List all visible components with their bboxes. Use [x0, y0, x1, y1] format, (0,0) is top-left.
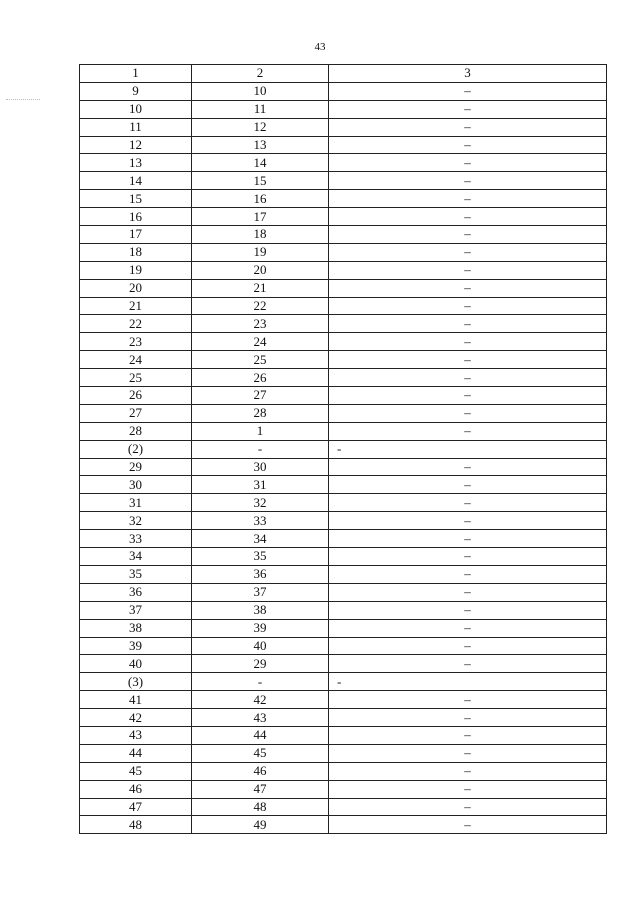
- table-cell-col2: 47: [192, 780, 329, 798]
- table-cell-col3: –: [329, 333, 607, 351]
- table-cell-col3: -: [329, 673, 607, 691]
- table-cell-col1: 22: [80, 315, 192, 333]
- table-cell-col1: 29: [80, 458, 192, 476]
- table-cell-col1: 18: [80, 243, 192, 261]
- table-cell-col1: 20: [80, 279, 192, 297]
- table-cell-col2: 35: [192, 548, 329, 566]
- table-cell-col1: 42: [80, 709, 192, 727]
- table-cell-col3: –: [329, 190, 607, 208]
- margin-mark: [6, 99, 40, 100]
- table-row: [80, 208, 607, 226]
- table-cell-col3: –: [329, 565, 607, 583]
- table-cell-col2: 12: [192, 118, 329, 136]
- table-cell-col3: –: [329, 154, 607, 172]
- table-row: [80, 279, 607, 297]
- table-cell-col1: 26: [80, 387, 192, 405]
- table-cell-col3: –: [329, 619, 607, 637]
- table-cell-col2: 24: [192, 333, 329, 351]
- table-cell-col2: 23: [192, 315, 329, 333]
- table-cell-col1: 28: [80, 422, 192, 440]
- table-cell-col1: 13: [80, 154, 192, 172]
- table-header-row: [80, 65, 607, 83]
- table-cell-col1: 9: [80, 82, 192, 100]
- table-cell-col1: 11: [80, 118, 192, 136]
- table-row: [80, 673, 607, 691]
- table-cell-col3: –: [329, 297, 607, 315]
- table-cell-col3: -: [329, 440, 607, 458]
- table-row: [80, 154, 607, 172]
- table-cell-col1: 39: [80, 637, 192, 655]
- table-cell-col1: 47: [80, 798, 192, 816]
- table-cell-col3: –: [329, 100, 607, 118]
- table-cell-col1: 16: [80, 208, 192, 226]
- table-cell-col3: –: [329, 726, 607, 744]
- table-row: [80, 780, 607, 798]
- table-cell-col3: –: [329, 279, 607, 297]
- table-row: [80, 226, 607, 244]
- table-cell-col1: 44: [80, 744, 192, 762]
- table-cell-col1: 27: [80, 404, 192, 422]
- table-cell-col3: –: [329, 387, 607, 405]
- table-cell-col2: 18: [192, 226, 329, 244]
- table-cell-col3: –: [329, 261, 607, 279]
- table-cell-col2: 44: [192, 726, 329, 744]
- table-row: [80, 709, 607, 727]
- table-row: [80, 422, 607, 440]
- table-cell-col2: 21: [192, 279, 329, 297]
- table-row: [80, 655, 607, 673]
- table-cell-col2: -: [192, 440, 329, 458]
- table-cell-col2: 29: [192, 655, 329, 673]
- table-row: [80, 369, 607, 387]
- table-cell-col1: (2): [80, 440, 192, 458]
- table-cell-col1: 48: [80, 816, 192, 834]
- table-row: [80, 100, 607, 118]
- table-cell-col1: 46: [80, 780, 192, 798]
- table-row: [80, 583, 607, 601]
- table-cell-col2: 42: [192, 691, 329, 709]
- table-cell-col3: –: [329, 369, 607, 387]
- table-row: [80, 172, 607, 190]
- table-row: [80, 601, 607, 619]
- table-cell-col3: –: [329, 530, 607, 548]
- table-cell-col2: 43: [192, 709, 329, 727]
- table-cell-col2: 49: [192, 816, 329, 834]
- table-cell-col2: 19: [192, 243, 329, 261]
- table-row: [80, 494, 607, 512]
- table-cell-col2: 45: [192, 744, 329, 762]
- table-cell-col2: 14: [192, 154, 329, 172]
- table-cell-col3: –: [329, 583, 607, 601]
- table-cell-col1: 12: [80, 136, 192, 154]
- table-cell-col2: 34: [192, 530, 329, 548]
- table-cell-col2: 11: [192, 100, 329, 118]
- table-cell-col1: 19: [80, 261, 192, 279]
- table-cell-col1: 10: [80, 100, 192, 118]
- table-row: [80, 404, 607, 422]
- table-cell-col1: 21: [80, 297, 192, 315]
- table-cell-col1: 24: [80, 351, 192, 369]
- table-cell-col3: –: [329, 655, 607, 673]
- table-cell-col2: 46: [192, 762, 329, 780]
- table-cell-col2: 37: [192, 583, 329, 601]
- table-cell-col1: 15: [80, 190, 192, 208]
- table-cell-col2: 13: [192, 136, 329, 154]
- table-row: [80, 762, 607, 780]
- table-cell-col3: –: [329, 637, 607, 655]
- table-cell-col1: 36: [80, 583, 192, 601]
- table-cell-col2: 48: [192, 798, 329, 816]
- table-cell-col3: –: [329, 709, 607, 727]
- table-cell-col2: 10: [192, 82, 329, 100]
- table-row: [80, 190, 607, 208]
- table-cell-col3: –: [329, 226, 607, 244]
- table-row: [80, 565, 607, 583]
- table-row: [80, 261, 607, 279]
- header-cell-col2: 2: [192, 65, 329, 83]
- page-number: 43: [314, 41, 326, 53]
- table-cell-col2: 33: [192, 512, 329, 530]
- table-cell-col1: 30: [80, 476, 192, 494]
- header-cell-col3: 3: [329, 65, 607, 83]
- table-cell-col2: 40: [192, 637, 329, 655]
- table-cell-col1: 41: [80, 691, 192, 709]
- table-cell-col1: 35: [80, 565, 192, 583]
- table-cell-col2: 15: [192, 172, 329, 190]
- table-cell-col2: 26: [192, 369, 329, 387]
- table-row: [80, 118, 607, 136]
- table-cell-col2: 22: [192, 297, 329, 315]
- table-cell-col1: 37: [80, 601, 192, 619]
- table-cell-col2: -: [192, 673, 329, 691]
- table-cell-col1: 17: [80, 226, 192, 244]
- table-row: [80, 243, 607, 261]
- table-cell-col3: –: [329, 512, 607, 530]
- table-cell-col1: 40: [80, 655, 192, 673]
- table-cell-col1: 14: [80, 172, 192, 190]
- table-row: [80, 691, 607, 709]
- table-cell-col3: –: [329, 315, 607, 333]
- table-row: [80, 136, 607, 154]
- table-cell-col2: 32: [192, 494, 329, 512]
- table-row: [80, 387, 607, 405]
- table-cell-col3: –: [329, 494, 607, 512]
- table-cell-col3: –: [329, 816, 607, 834]
- table-cell-col3: –: [329, 476, 607, 494]
- table-cell-col1: 31: [80, 494, 192, 512]
- table-cell-col1: 33: [80, 530, 192, 548]
- table-cell-col2: 31: [192, 476, 329, 494]
- table-row: [80, 548, 607, 566]
- table-row: [80, 297, 607, 315]
- table-cell-col1: (3): [80, 673, 192, 691]
- table-row: [80, 619, 607, 637]
- table-row: [80, 476, 607, 494]
- table-cell-col3: –: [329, 601, 607, 619]
- table-cell-col3: –: [329, 208, 607, 226]
- table-cell-col3: –: [329, 744, 607, 762]
- table-row: [80, 82, 607, 100]
- table-cell-col2: 38: [192, 601, 329, 619]
- table-cell-col2: 30: [192, 458, 329, 476]
- table-cell-col3: –: [329, 243, 607, 261]
- table-row: [80, 512, 607, 530]
- table-cell-col2: 17: [192, 208, 329, 226]
- table-cell-col2: 1: [192, 422, 329, 440]
- table-cell-col2: 20: [192, 261, 329, 279]
- table-row: [80, 530, 607, 548]
- table-row: [80, 816, 607, 834]
- table-cell-col2: 16: [192, 190, 329, 208]
- table-cell-col3: –: [329, 548, 607, 566]
- table-body: [80, 82, 607, 833]
- table-row: [80, 744, 607, 762]
- table-cell-col2: 27: [192, 387, 329, 405]
- table-row: [80, 726, 607, 744]
- table-cell-col2: 25: [192, 351, 329, 369]
- table-cell-col3: –: [329, 798, 607, 816]
- table-cell-col3: –: [329, 404, 607, 422]
- table-cell-col2: 28: [192, 404, 329, 422]
- table-row: [80, 637, 607, 655]
- table-cell-col3: –: [329, 82, 607, 100]
- table-cell-col3: –: [329, 422, 607, 440]
- table-row: [80, 458, 607, 476]
- table-cell-col1: 45: [80, 762, 192, 780]
- data-table: [79, 64, 607, 834]
- table-row: [80, 351, 607, 369]
- table-cell-col1: 43: [80, 726, 192, 744]
- table-row: [80, 440, 607, 458]
- table-cell-col3: –: [329, 458, 607, 476]
- table-cell-col3: –: [329, 351, 607, 369]
- table-cell-col1: 34: [80, 548, 192, 566]
- table-cell-col1: 23: [80, 333, 192, 351]
- table-cell-col3: –: [329, 691, 607, 709]
- table-cell-col1: 25: [80, 369, 192, 387]
- table-cell-col2: 36: [192, 565, 329, 583]
- table-cell-col1: 38: [80, 619, 192, 637]
- table-cell-col3: –: [329, 762, 607, 780]
- table-cell-col1: 32: [80, 512, 192, 530]
- table-cell-col2: 39: [192, 619, 329, 637]
- header-cell-col1: 1: [80, 65, 192, 83]
- table-cell-col3: –: [329, 136, 607, 154]
- table-cell-col3: –: [329, 780, 607, 798]
- table-row: [80, 798, 607, 816]
- table-row: [80, 333, 607, 351]
- table-row: [80, 315, 607, 333]
- table-cell-col3: –: [329, 118, 607, 136]
- table-cell-col3: –: [329, 172, 607, 190]
